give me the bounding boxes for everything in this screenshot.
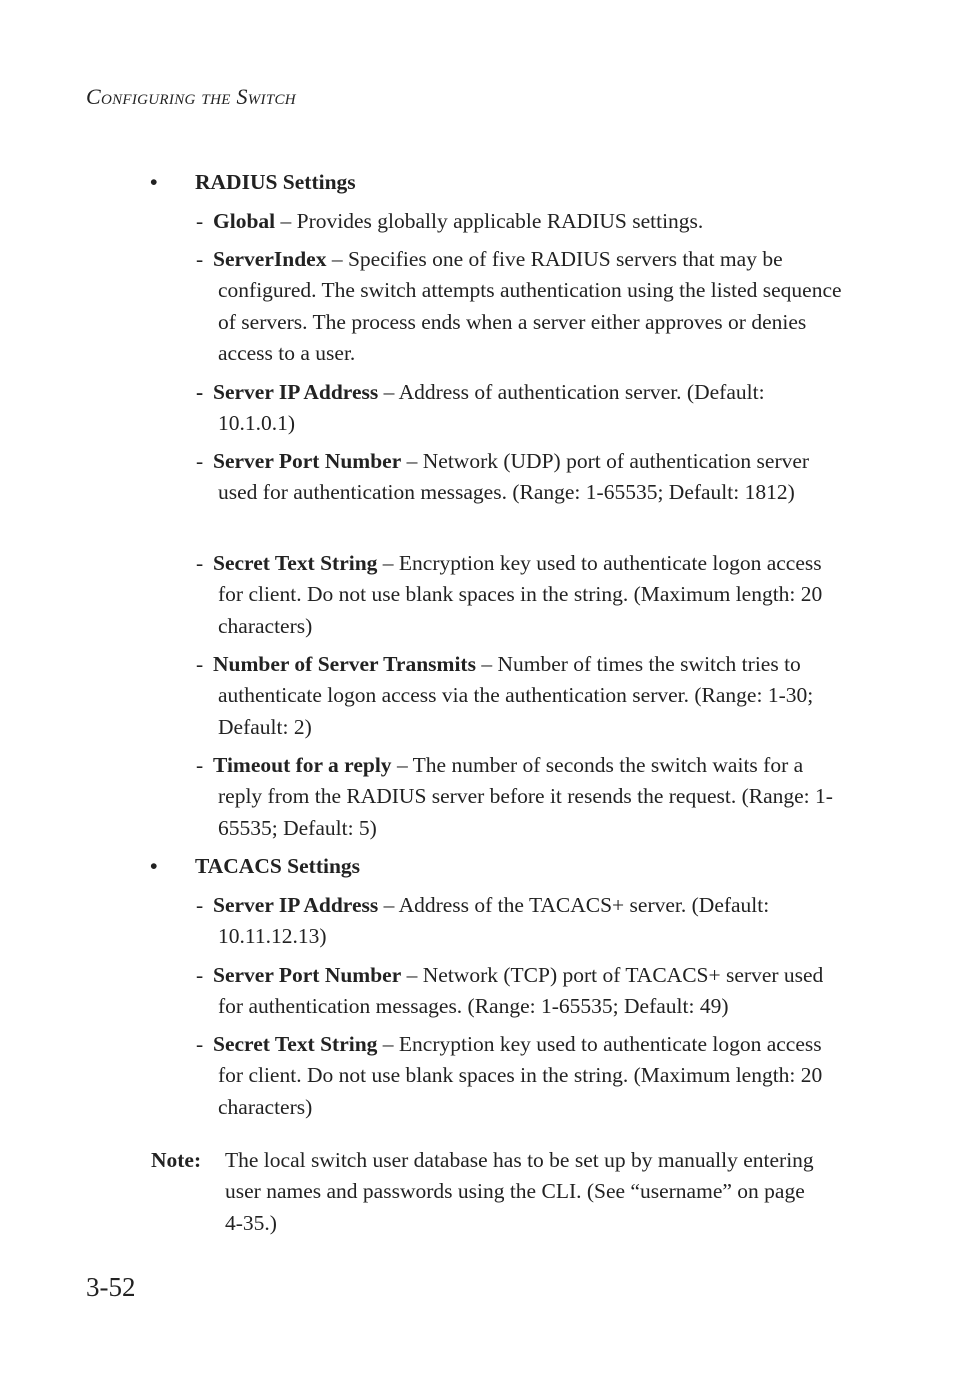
description: – Provides globally applicable RADIUS settings. (275, 209, 704, 233)
description: – Number of times the switch tries to authenticate logon access via the authentication server. (Range: 1-30; Default: 2) (218, 652, 814, 739)
running-header: Configuring the Switch (86, 84, 296, 109)
section-title: RADIUS Settings (195, 170, 356, 194)
list-item-serverindex (196, 244, 846, 369)
dash-marker: - (196, 551, 204, 575)
dash-marker: - (196, 652, 204, 676)
note-label: Note: (151, 1148, 202, 1172)
list-item-global (196, 206, 846, 237)
list-item-timeout-for-a-reply (196, 750, 846, 844)
description: – Encryption key used to authenticate logon access for client. Do not use blank spaces in the string. (Maximum length: 20 characters) (218, 551, 823, 638)
bullet-icon: • (150, 170, 158, 194)
list-item-secret-text-string (196, 548, 846, 642)
term: Secret Text String (213, 1032, 378, 1056)
term: Global (213, 209, 276, 233)
bullet-icon: • (150, 854, 158, 878)
page-number: 3-52 (86, 1272, 136, 1302)
note-block (151, 1145, 851, 1239)
dash-marker: - (196, 963, 204, 987)
description: – Network (UDP) port of authentication server used for authentication messages. (Range: 1-65535; Default: 1812) (218, 449, 810, 505)
list-item-server-ip-address (196, 377, 846, 440)
term: Secret Text String (213, 551, 378, 575)
description: – Address of the TACACS+ server. (Default: 10.11.12.13) (218, 893, 770, 949)
note-text: The local switch user database has to be set up by manually entering user names and passwords using the CLI. (See “username” on page 4-35.) (225, 1148, 814, 1235)
dash-marker: - (196, 209, 204, 233)
term: Server IP Address (213, 893, 379, 917)
dash-marker: - (196, 380, 204, 404)
term: ServerIndex (213, 247, 327, 271)
section-title: TACACS Settings (195, 854, 361, 878)
term: Number of Server Transmits (213, 652, 476, 676)
list-item-number-of-server-transmits (196, 649, 846, 743)
description: – Encryption key used to authenticate logon access for client. Do not use blank spaces in the string. (Maximum length: 20 characters) (218, 1032, 823, 1119)
list-item-tacacs-secret-text-string (196, 1029, 846, 1123)
dash-marker: - (196, 753, 204, 777)
term: Server Port Number (213, 449, 402, 473)
description: – Specifies one of five RADIUS servers that may be configured. The switch attempts authentication using the listed sequence of servers. The process ends when a server either approves or denies access to a user. (218, 247, 842, 365)
list-item-server-port-number (196, 446, 846, 509)
dash-marker: - (196, 1032, 204, 1056)
description: – The number of seconds the switch waits for a reply from the RADIUS server before it resends the request. (Range: 1-65535; Default: 5) (218, 753, 833, 840)
list-item-tacacs-server-ip-address (196, 890, 846, 953)
list-item-tacacs-server-port-number (196, 960, 846, 1023)
dash-marker: - (196, 247, 204, 271)
description: – Address of authentication server. (Default: 10.1.0.1) (218, 380, 765, 436)
description: – Network (TCP) port of TACACS+ server used for authentication messages. (Range: 1-65535; Default: 49) (218, 963, 824, 1019)
term: Timeout for a reply (213, 753, 392, 777)
dash-marker: - (196, 449, 204, 473)
dash-marker: - (196, 893, 204, 917)
term: Server IP Address (213, 380, 379, 404)
term: Server Port Number (213, 963, 402, 987)
